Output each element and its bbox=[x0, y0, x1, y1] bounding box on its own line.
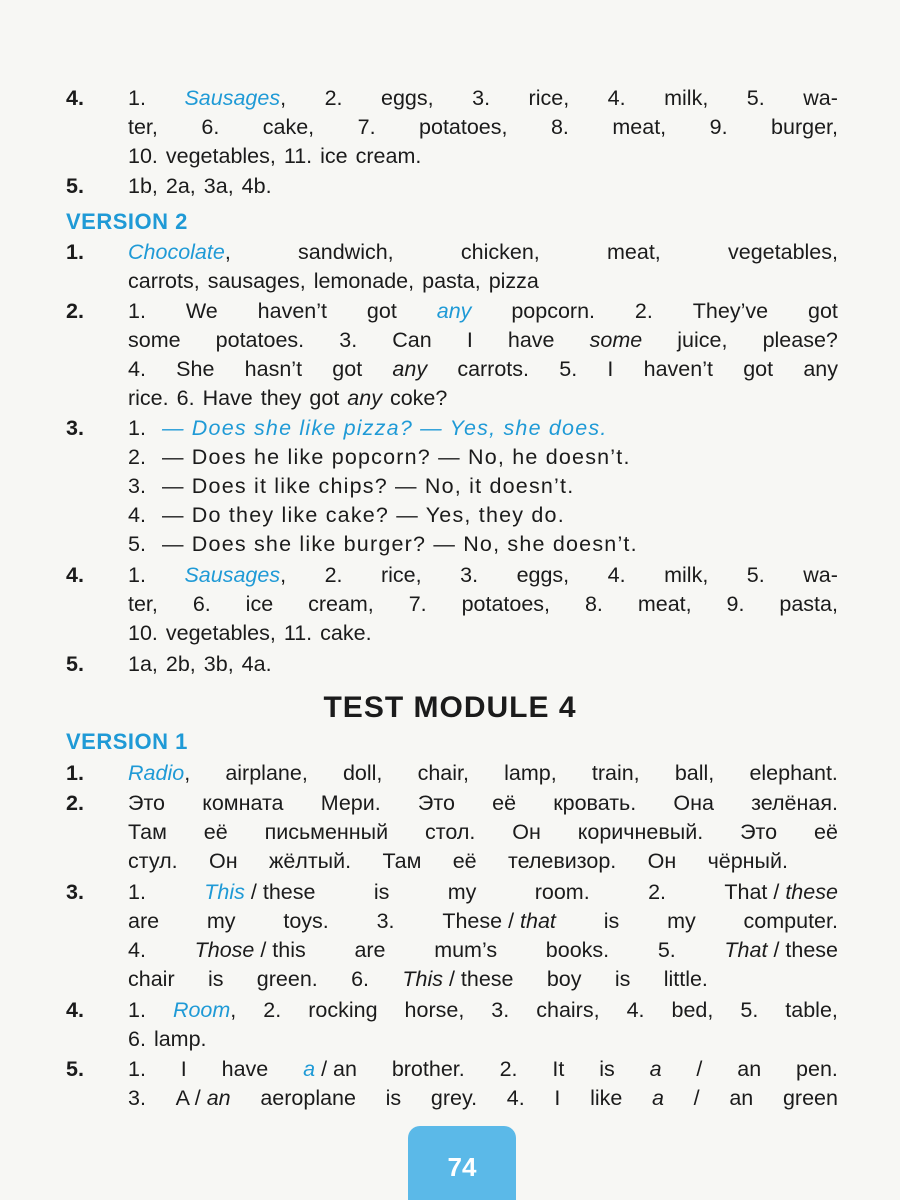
answer-line: carrots, sausages, lemonade, pasta, pizza bbox=[128, 269, 539, 293]
item-number: 3. bbox=[66, 416, 84, 440]
answer-line: Chocolate, sandwich, chicken, meat, vegetables, bbox=[128, 240, 838, 264]
answer-line: 1. Sausages, 2. eggs, 3. rice, 4. milk, 5. wa- bbox=[128, 86, 838, 110]
answer-line: chair is green. 6. This / these boy is little. bbox=[128, 967, 708, 991]
answer-line: ter, 6. cake, 7. potatoes, 8. meat, 9. burger, bbox=[128, 115, 838, 139]
answer-line: ter, 6. ice cream, 7. potatoes, 8. meat, 9. pasta, bbox=[128, 592, 838, 616]
page-number: 74 bbox=[447, 1152, 477, 1182]
answer-line: 2. — Does he like popcorn? — No, he doesn’t. bbox=[128, 445, 631, 469]
item-number: 1. bbox=[66, 240, 84, 264]
item-number: 3. bbox=[66, 880, 84, 904]
answer-line: 4. Those / this are mum’s books. 5. That / these bbox=[128, 938, 838, 962]
answer-line: 6. lamp. bbox=[128, 1027, 207, 1051]
answer-line: 1. — Does she like pizza? — Yes, she does. bbox=[128, 416, 608, 440]
answer-line: some potatoes. 3. Can I have some juice, please? bbox=[128, 328, 838, 352]
answer-line: стул. Он жёлтый. Там её телевизор. Он чёрный. bbox=[128, 849, 788, 873]
answer-line: 3. — Does it like chips? — No, it doesn’t. bbox=[128, 474, 575, 498]
answer-line: 4. — Do they like cake? — Yes, they do. bbox=[128, 503, 565, 527]
answer-line: 1b, 2a, 3a, 4b. bbox=[128, 174, 272, 198]
item-number: 4. bbox=[66, 998, 84, 1022]
answer-line: 10. vegetables, 11. ice cream. bbox=[128, 144, 422, 168]
item-number: 5. bbox=[66, 174, 84, 198]
answer-line: 1. Sausages, 2. rice, 3. eggs, 4. milk, 5. wa- bbox=[128, 563, 838, 587]
item-number: 2. bbox=[66, 791, 84, 815]
answer-line: 1. I have a / an brother. 2. It is a / an pen. bbox=[128, 1057, 838, 1081]
answer-line: 10. vegetables, 11. cake. bbox=[128, 621, 372, 645]
item-number: 4. bbox=[66, 86, 84, 110]
answer-line: Radio, airplane, doll, chair, lamp, train, ball, elephant. bbox=[128, 761, 838, 785]
answer-line: 1. We haven’t got any popcorn. 2. They’ve got bbox=[128, 299, 838, 323]
answer-line: 4. She hasn’t got any carrots. 5. I haven’t got any bbox=[128, 357, 838, 381]
answer-line: rice. 6. Have they got any coke? bbox=[128, 386, 448, 410]
answer-line: Это комната Мери. Это её кровать. Она зелёная. bbox=[128, 791, 838, 815]
answer-line: Там её письменный стол. Он коричневый. Это её bbox=[128, 820, 838, 844]
module-heading: TEST MODULE 4 bbox=[323, 691, 577, 724]
section-heading: VERSION 1 bbox=[66, 729, 188, 754]
page-number-tab bbox=[408, 1126, 516, 1200]
item-number: 4. bbox=[66, 563, 84, 587]
answer-line: 1. Room, 2. rocking horse, 3. chairs, 4. bed, 5. table, bbox=[128, 998, 838, 1022]
answer-line: 1a, 2b, 3b, 4a. bbox=[128, 652, 272, 676]
item-number: 2. bbox=[66, 299, 84, 323]
section-heading: VERSION 2 bbox=[66, 209, 188, 234]
item-number: 5. bbox=[66, 652, 84, 676]
answer-line: 5. — Does she like burger? — No, she doesn’t. bbox=[128, 532, 638, 556]
answer-line: 1. This / these is my room. 2. That / these bbox=[128, 880, 838, 904]
item-number: 1. bbox=[66, 761, 84, 785]
answer-line: are my toys. 3. These / that is my computer. bbox=[128, 909, 838, 933]
item-number: 5. bbox=[66, 1057, 84, 1081]
answer-line: 3. A / an aeroplane is grey. 4. I like a / an green bbox=[128, 1086, 838, 1110]
